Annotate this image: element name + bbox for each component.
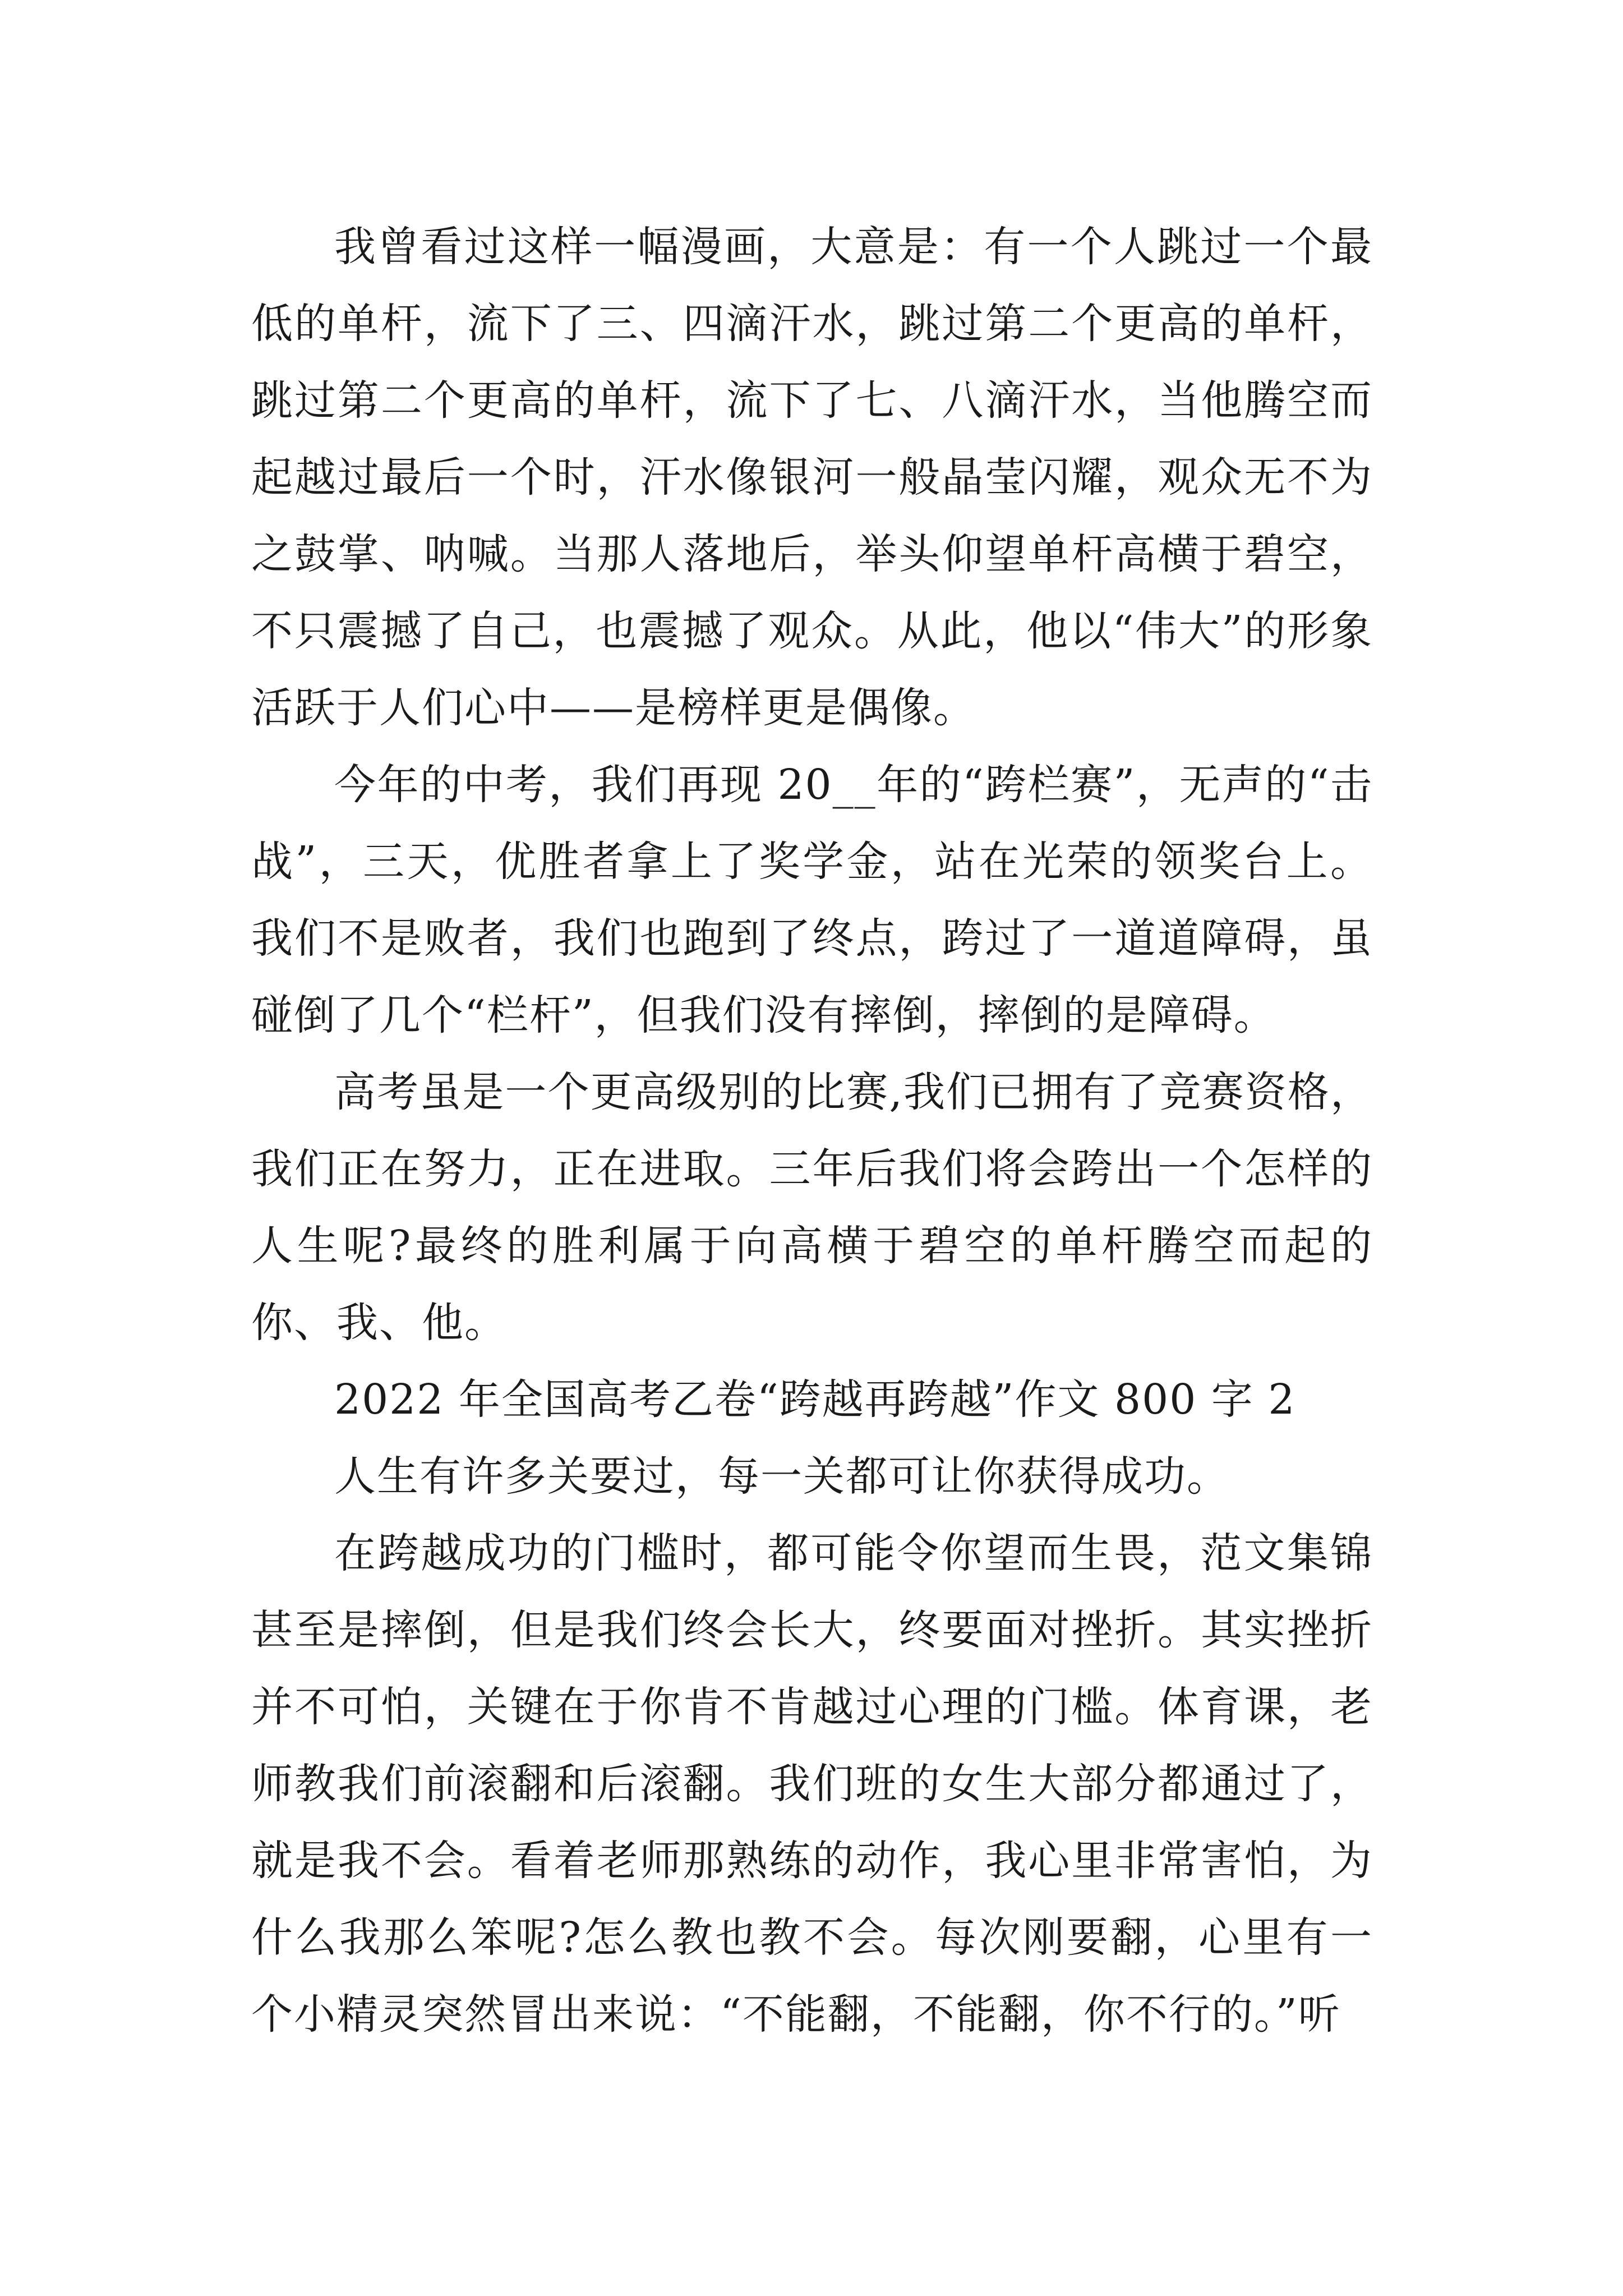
- paragraph: 高考虽是一个更高级别的比赛,我们已拥有了竞赛资格，我们正在努力，正在进取。三年后我们将会跨出一个怎样的人生呢?最终的胜利属于向高横于碧空的单杆腾空而起的你、我、他。: [251, 1068, 1373, 1347]
- paragraph: 我曾看过这样一幅漫画，大意是：有一个人跳过一个最低的单杆，流下了三、四滴汗水，跳过第二个更高的单杆，跳过第二个更高的单杆，流下了七、八滴汗水，当他腾空而起越过最后一个时，汗水像银河一般晶莹闪耀，观众无不为之鼓掌、呐喊。当那人落地后，举头仰望单杆高横于碧空，不只震撼了自己，也震撼了观众。从此，他以“伟大”的形象活跃于人们心中——是榜样更是偶像。: [251, 223, 1373, 732]
- essay-body: [251, 209, 1373, 2053]
- paragraph: 在跨越成功的门槛时，都可能令你望而生畏，范文集锦甚至是摔倒，但是我们终会长大，终要面对挫折。其实挫折并不可怕，关键在于你肯不肯越过心理的门槛。体育课，老师教我们前滚翻和后滚翻。我们班的女生大部分都通过了，就是我不会。看着老师那熟练的动作，我心里非常害怕，为什么我那么笨呢?怎么教也教不会。每次刚要翻，心里有一个小精灵突然冒出来说：“不能翻，不能翻，你不行的。”听: [251, 1529, 1373, 2039]
- paragraph: 人生有许多关要过，每一关都可让你获得成功。: [334, 1452, 1229, 1501]
- section-heading: 2022 年全国高考乙卷“跨越再跨越”作文 800 字 2: [334, 1375, 1296, 1424]
- paragraph: 今年的中考，我们再现 20__年的“跨栏赛”，无声的“击战”，三天，优胜者拿上了奖学金，站在光荣的领奖台上。我们不是败者，我们也跑到了终点，跨过了一道道障碍，虽碰倒了几个“栏杆”，但我们没有摔倒，摔倒的是障碍。: [251, 761, 1373, 1039]
